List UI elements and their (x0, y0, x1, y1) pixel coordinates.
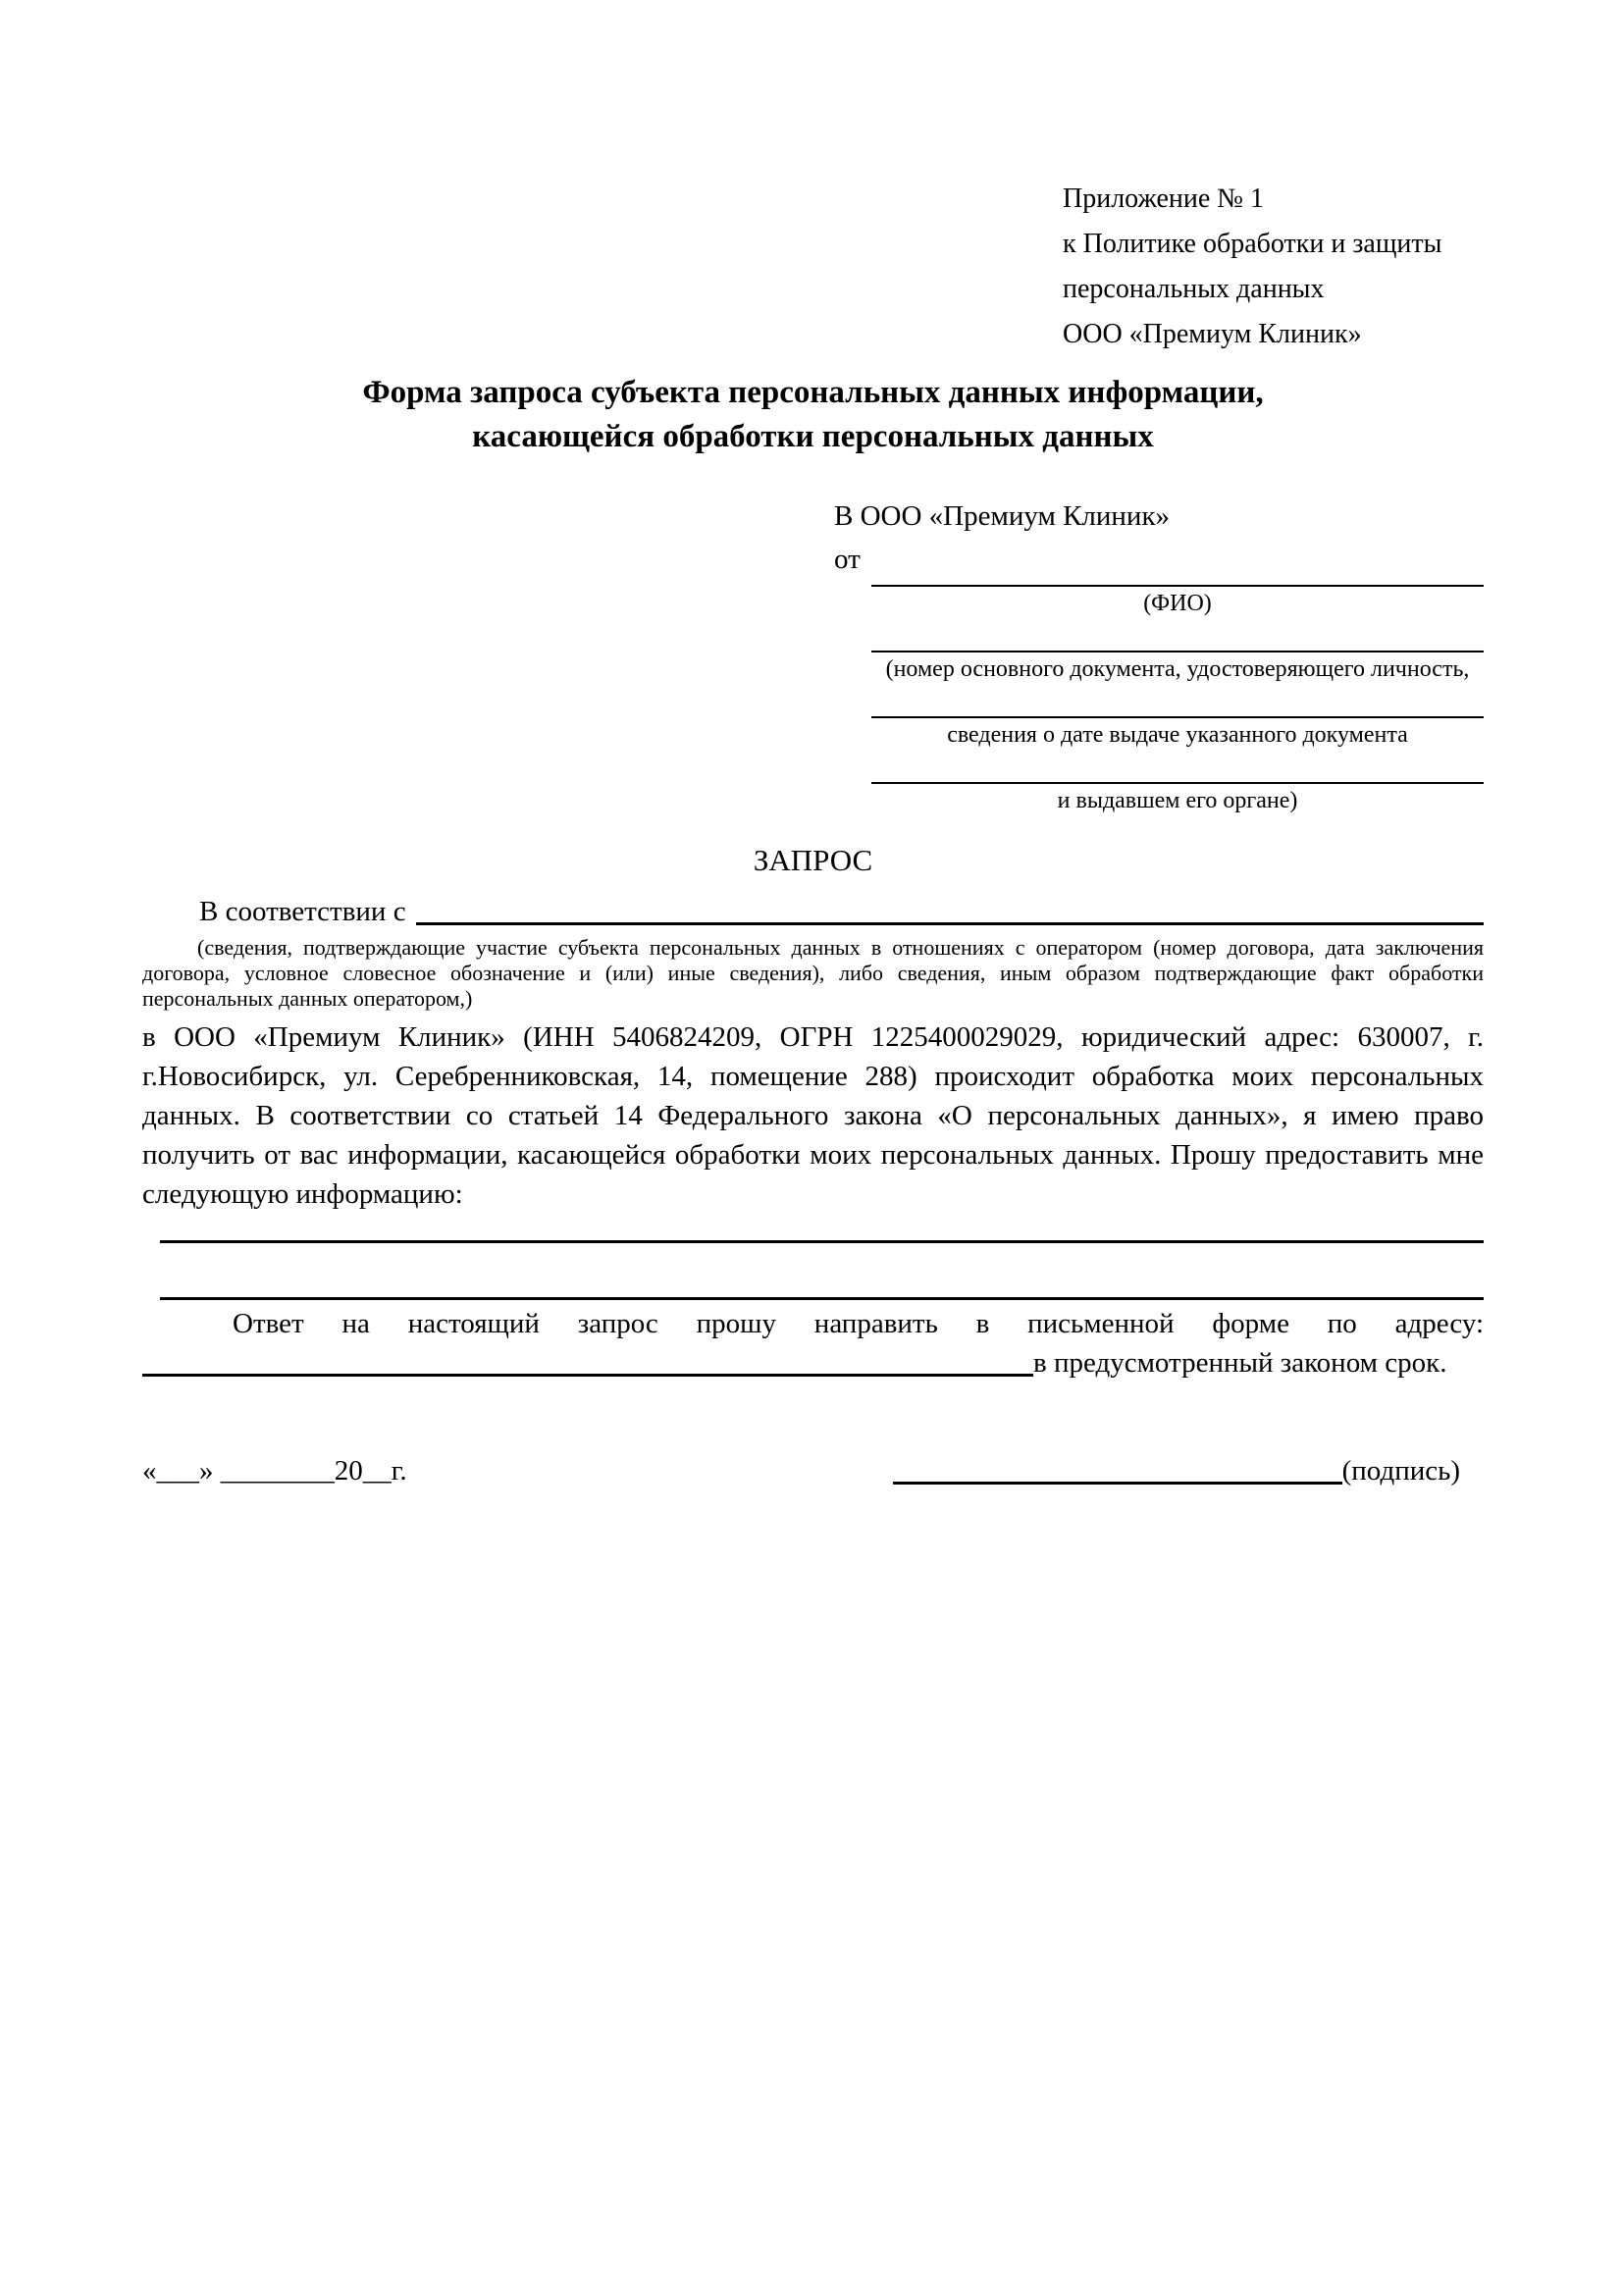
accordance-note: (сведения, подтверждающие участие субъекта персональных данных в отношениях с оператором (номер договора, дата заключения договора, условное словесное обозначение и (или) иные сведения), либо сведения, иным образом подтверждающие факт обработки персональных данных оператором,) (142, 935, 1484, 1011)
appendix-header-line4: ООО «Премиум Клиник» (1063, 319, 1362, 349)
date-signature-row (142, 1451, 1484, 1490)
response-deadline-text: в предусмотренный законом срок. (1033, 1347, 1447, 1379)
field-document-number (871, 627, 1484, 684)
request-body-paragraph: в ООО «Премиум Клиник» (ИНН 5406824209, ОГРН 1225400029029, юридический адрес: 630007, г. г.Новосибирск, ул. Серебренниковская, 14, помещение 288) происходит обработка моих персональных данных. В соответствии со статьей 14 Федерального закона «О персональных данных», я имею право получить от вас информации, касающейся обработки моих персональных данных. Прошу предоставить мне следующую информацию: (142, 1021, 1484, 1210)
field-issue-date (871, 693, 1484, 750)
issuing-authority-blank-line (871, 758, 1484, 784)
issue-date-caption: сведения о дате выдаче указанного документа (947, 722, 1408, 748)
applicant-fields (871, 581, 1484, 815)
response-address-blank-line (142, 1343, 1033, 1377)
accordance-row (142, 892, 1484, 931)
requested-info-blank-line-1 (160, 1214, 1484, 1243)
document-title (142, 371, 1484, 459)
fio-caption: (ФИО) (1143, 591, 1212, 616)
appendix-header-line1: Приложение № 1 (1063, 183, 1264, 214)
appendix-header-line2: к Политике обработки и защиты (1063, 229, 1442, 259)
field-issuing-authority (871, 758, 1484, 815)
issue-date-blank-line (871, 693, 1484, 718)
requested-info-blank-line-2 (160, 1243, 1484, 1300)
accordance-label: В соответствии с (199, 896, 406, 927)
signature-block (893, 1451, 1460, 1490)
document-number-blank-line (871, 627, 1484, 652)
addressee-block (834, 495, 1484, 815)
addressee-from-label: от (834, 544, 861, 575)
signature-caption: (подпись) (1341, 1455, 1460, 1487)
signature-blank-line (893, 1482, 1342, 1485)
document-title-line2: касающейся обработки персональных данных (472, 419, 1154, 454)
date-line: «___» ________20__г. (142, 1455, 407, 1487)
issuing-authority-caption: и выдавшем его органе) (1057, 788, 1298, 813)
request-heading: ЗАПРОС (753, 843, 873, 877)
appendix-header-line3: персональных данных (1063, 274, 1325, 304)
response-delivery-line: Ответ на настоящий запрос прошу направить в письменной форме по адресу: (233, 1308, 1484, 1339)
accordance-blank-line (416, 892, 1484, 925)
document-number-caption: (номер основного документа, удостоверяющего личность, (885, 656, 1470, 682)
field-fio (871, 581, 1484, 618)
response-address-row (142, 1343, 1484, 1383)
addressee-organization: В ООО «Премиум Клиник» (834, 500, 1171, 532)
appendix-header (1063, 177, 1484, 357)
document-title-line1: Форма запроса субъекта персональных данных информации, (362, 375, 1264, 410)
